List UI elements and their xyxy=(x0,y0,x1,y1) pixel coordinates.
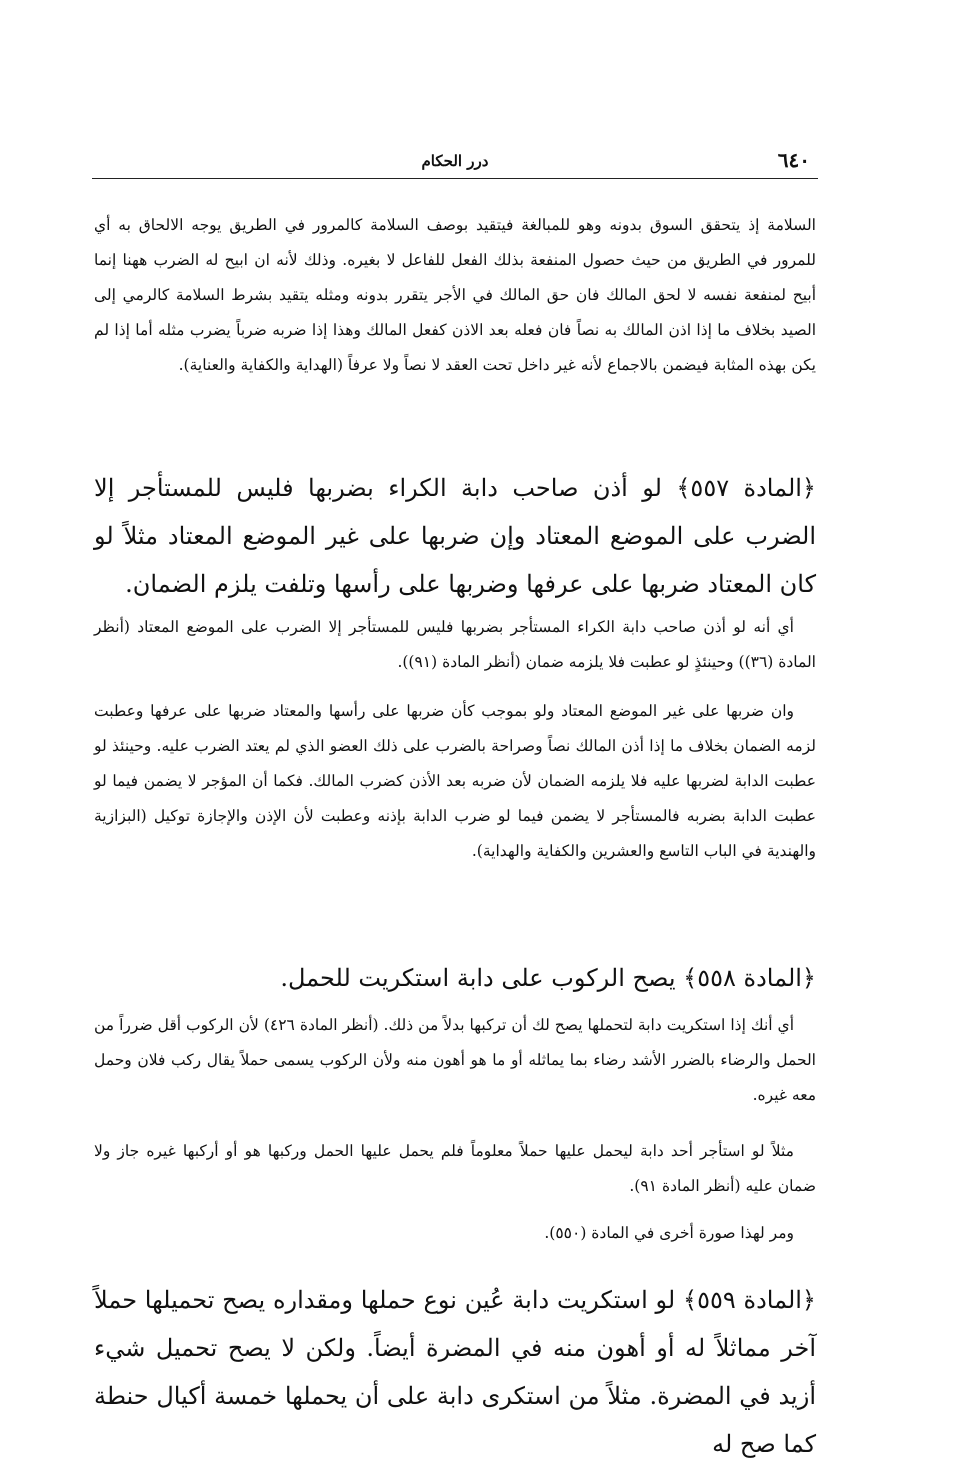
commentary-558-part3: ومر لهذا صورة أخرى في المادة (٥٥٠). xyxy=(544,1223,794,1242)
commentary-557-part1: أي أنه لو أذن صاحب دابة الكراء المستأجر بضربها فليس للمستأجر إلا الضرب على الموضع المعتاد (أنظر المادة (٣٦)) وحينئذٍ لو عطبت فلا يلزمه ضمان (أنظر المادة (٩١)). xyxy=(94,617,816,671)
commentary-558-part1: أي أنك إذا استكريت دابة لتحملها يصح لك أن تركبها بدلاً من ذلك. (أنظر المادة ٤٢٦) لأن الركوب أقل ضرراً من الحمل والرضاء بالضرر الأشد رضاء بما يماثله أو ما هو أهون منه ولأن الركوب يسمى حملاً يقال ركب فلان وحمل معه غيره. xyxy=(94,1015,816,1104)
commentary-557-part2: وان ضربها على غير الموضع المعتاد ولو بموجب كأن ضربها على رأسها والمعتاد ضربها على عرفها وعطبت لزمه الضمان بخلاف ما إذا أذن المالك نصاً وصراحة بالضرب على ذلك العضو الذي لم يعتد الضرب عليه. وحينئذ لو عطبت الدابة لضربها عليه فلا يلزمه الضمان لأن ضربه بعد الأذن كضرب المالك. فكما أن المؤجر لا يضمن فيما لو عطبت الدابة بضربه فالمستأجر لا يضمن فيما لو ضرب الدابة بإذنه وعطبت لأن الإذن والإجازة توكيل (البزازية والهندية في الباب التاسع والعشرين والكفاية والهداية). xyxy=(94,701,816,861)
page-header xyxy=(92,148,818,179)
page-number: ٦٤٠ xyxy=(777,148,810,172)
article-557: ﴿المادة ٥٥٧﴾ لو أذن صاحب دابة الكراء بضربها فليس للمستأجر إلا الضرب على الموضع المعتاد وإن ضربها على غير الموضع المعتاد مثلاً لو كان المعتاد ضربها على عرفها وضربها على رأسها وتلفت يلزم الضمان. xyxy=(94,474,816,598)
article-559: ﴿المادة ٥٥٩﴾ لو استكريت دابة عُين نوع حملها ومقداره يصح تحميلها حملاً آخر مماثلاً له أو أهون منه في المضرة أيضاً. ولكن لا يصح تحميل شيء أزيد في المضرة. مثلاً من استكرى دابة على أن يحملها خمسة أكيال حنطة كما صح له xyxy=(94,1286,816,1458)
commentary-558-part2: مثلاً لو استأجر أحد دابة ليحمل عليها حملاً معلوماً فلم يحمل عليها الحمل وركبها هو أو أركبها غيره جاز ولا ضمان عليه (أنظر المادة ٩١). xyxy=(94,1141,816,1195)
article-558: ﴿المادة ٥٥٨﴾ يصح الركوب على دابة استكريت للحمل. xyxy=(280,964,816,992)
running-title: درر الحكام xyxy=(421,152,489,170)
paragraph-continuation: السلامة إذ يتحقق السوق بدونه وهو للمبالغة فيتقيد بوصف السلامة كالمرور في الطريق يوجه الالحاق به أي للمرور في الطريق من حيث حصول المنفعة بذلك الفعل للفاعل لا بغيره. وذلك لأنه ان ابيح له الضرب ههنا إنما أبيح لمنفعة نفسه لا لحق المالك فان حق المالك في الأجر يتقرر بدونه ومثله يتقيد بشرط السلامة كالرمي إلى الصيد بخلاف ما إذا اذن المالك به نصاً فان فعله بعد الاذن كفعل المالك وهذا إذا ضربه ضرباً يضرب مثله أما إذا لم يكن بهذه المثابة فيضمن بالاجماع لأنه غير داخل تحت العقد لا نصاً ولا عرفاً (الهداية والكفاية والعناية). xyxy=(94,215,816,375)
